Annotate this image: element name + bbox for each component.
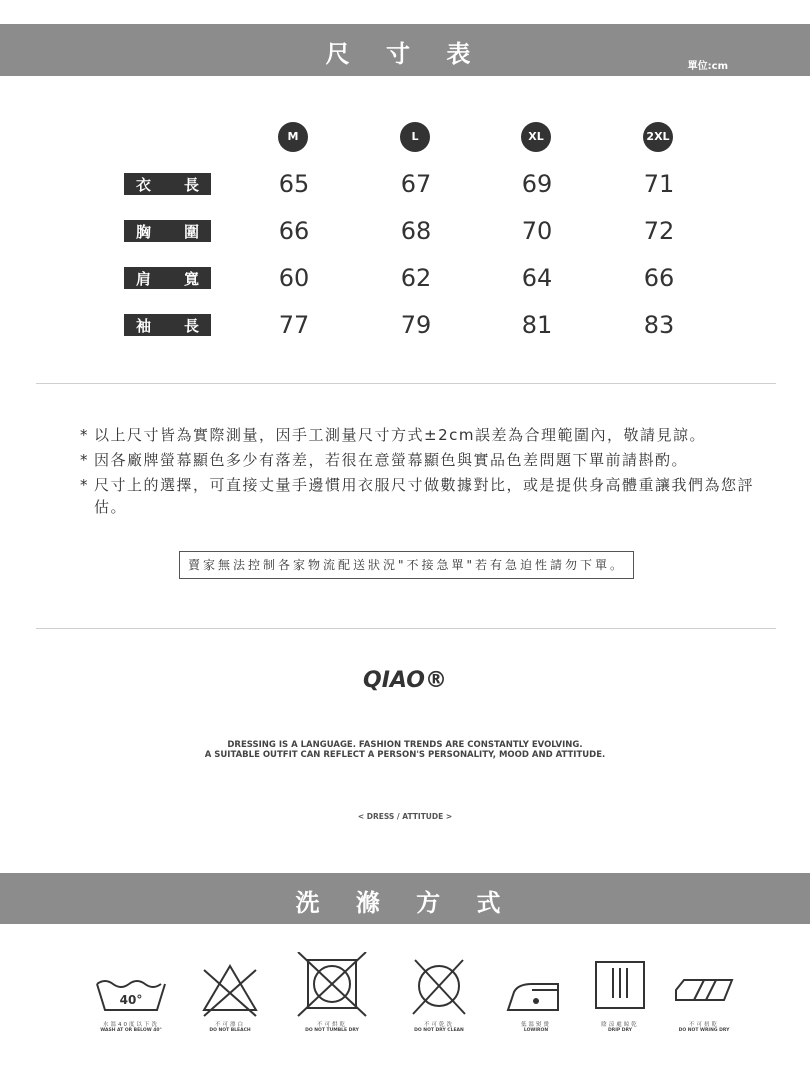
row-label-shoulder <box>124 267 211 289</box>
no-dry-clean-icon <box>399 952 479 1018</box>
care-label-en: DO NOT WRING DRY <box>678 1028 730 1033</box>
care-label-en: DO NOT TUMBLE DRY <box>305 1028 359 1033</box>
table-cell: 83 <box>643 311 675 339</box>
divider <box>36 628 776 629</box>
notes-list <box>80 424 760 521</box>
divider <box>36 383 776 384</box>
row-label-chest <box>124 220 211 242</box>
unit-label: 單位:cm <box>687 61 728 72</box>
table-cell: 67 <box>400 170 432 198</box>
dress-attitude-label: < DRESS / ATTITUDE > <box>357 812 453 821</box>
washing-header <box>0 873 810 924</box>
size-chart-header <box>0 24 810 76</box>
table-cell: 72 <box>643 217 675 245</box>
care-item <box>76 952 186 1033</box>
care-label-en: LOWIRON <box>523 1028 549 1033</box>
washing-title: 洗 滌 方 式 <box>295 889 515 917</box>
table-cell: 79 <box>400 311 432 339</box>
drip-dry-icon <box>580 952 660 1018</box>
note-item <box>80 474 760 518</box>
low-iron-icon <box>496 952 576 1018</box>
row-label-char: 長 <box>183 317 199 335</box>
brand-logo: QIAO® <box>363 668 447 693</box>
care-item <box>649 952 759 1033</box>
table-cell: 81 <box>521 311 553 339</box>
shipping-notice: 賣家無法控制各家物流配送狀況"不接急單"若有急迫性請勿下單。 <box>179 551 634 579</box>
bullet-star: * <box>80 426 89 444</box>
no-wring-icon <box>664 952 744 1018</box>
note-text: 因各廠牌螢幕顯色多少有落差，若很在意螢幕顯色與實品色差問題下單前請斟酌。 <box>94 451 689 469</box>
wash-40-icon <box>91 952 171 1018</box>
care-label-cn: 水溫40度以下洗 <box>103 1022 159 1028</box>
row-label-char: 長 <box>183 176 199 194</box>
table-cell: 64 <box>521 264 553 292</box>
wash-temp-label: 40° <box>119 993 143 1007</box>
bullet-star: * <box>80 476 89 494</box>
brand-tagline: DRESSING IS A LANGUAGE. FASHION TRENDS ARE CONSTANTLY EVOLVING. <box>227 740 583 750</box>
care-label-cn: 低溫熨燙 <box>520 1022 551 1028</box>
no-bleach-icon <box>190 952 270 1018</box>
care-label-en: DO NOT BLEACH <box>209 1028 251 1033</box>
care-label-en: DRIP DRY <box>608 1028 632 1033</box>
table-cell: 71 <box>643 170 675 198</box>
table-cell: 65 <box>278 170 310 198</box>
note-text: 以上尺寸皆為實際測量，因手工測量尺寸方式±2cm誤差為合理範圍內，敬請見諒。 <box>94 426 706 444</box>
row-label-length <box>124 173 211 195</box>
care-label-cn: 陰涼處晾乾 <box>601 1022 639 1028</box>
care-label-cn: 不可烘乾 <box>316 1022 347 1028</box>
size-badge-l: L <box>400 122 430 152</box>
size-badge-xl: XL <box>521 122 551 152</box>
note-text: 尺寸上的選擇，可直接丈量手邊慣用衣服尺寸做數據對比，或是提供身高體重讓我們為您評估。 <box>94 476 755 516</box>
note-item <box>80 449 760 471</box>
table-cell: 66 <box>278 217 310 245</box>
bullet-star: * <box>80 451 89 469</box>
care-item <box>384 952 494 1033</box>
table-cell: 70 <box>521 217 553 245</box>
table-cell: 69 <box>521 170 553 198</box>
care-label-cn: 不可漂白 <box>214 1022 245 1028</box>
care-label-en: DO NOT DRY CLEAN <box>414 1028 464 1033</box>
care-label-cn: 不可乾洗 <box>423 1022 454 1028</box>
row-label-sleeve <box>124 314 211 336</box>
brand-tagline: A SUITABLE OUTFIT CAN REFLECT A PERSON'S PERSONALITY, MOOD AND ATTITUDE. <box>204 750 606 760</box>
note-item <box>80 424 760 446</box>
table-cell: 60 <box>278 264 310 292</box>
row-label-char: 衣 <box>136 176 152 194</box>
row-label-char: 肩 <box>136 270 152 288</box>
size-badge-2xl: 2XL <box>643 122 673 152</box>
table-cell: 66 <box>643 264 675 292</box>
table-cell: 77 <box>278 311 310 339</box>
table-cell: 62 <box>400 264 432 292</box>
size-badge-m: M <box>278 122 308 152</box>
care-label-cn: 不可扭乾 <box>688 1022 719 1028</box>
table-cell: 68 <box>400 217 432 245</box>
row-label-char: 袖 <box>136 317 152 335</box>
care-label-en: WASH AT OR BELOW 40° <box>100 1028 162 1033</box>
care-item <box>277 952 387 1033</box>
row-label-char: 胸 <box>136 223 152 241</box>
no-tumble-dry-icon <box>292 952 372 1018</box>
care-item <box>175 952 285 1033</box>
size-chart-title: 尺 寸 表 <box>325 40 485 68</box>
row-label-char: 圍 <box>183 223 199 241</box>
row-label-char: 寬 <box>183 270 199 288</box>
